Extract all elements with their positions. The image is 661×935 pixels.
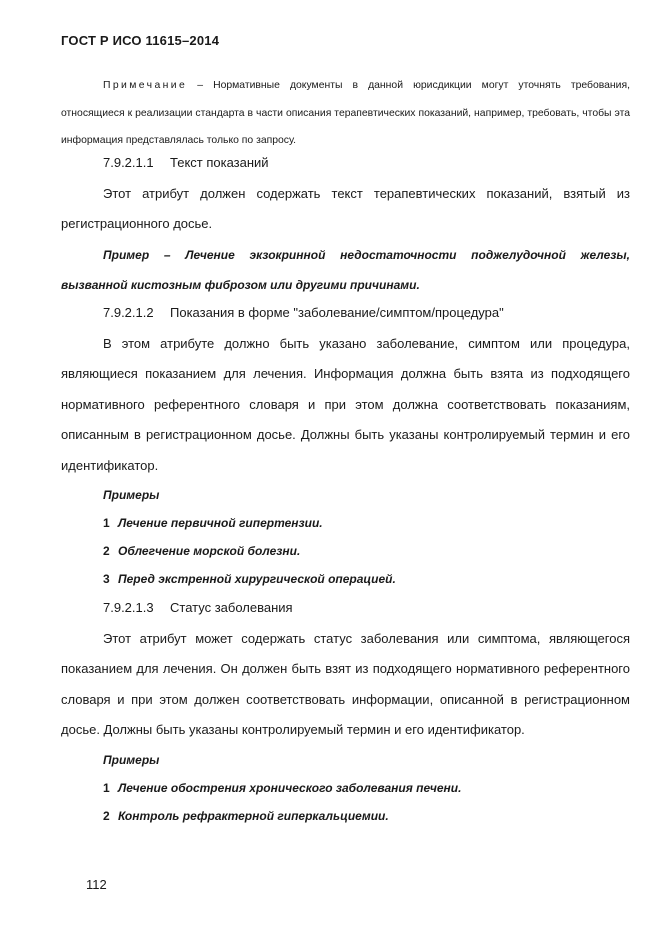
note-text: – Нормативные документы в данной юрисдикции могут уточнять требования, относящиеся к реализации стандарта в части описания терапевтических показаний, например, требовать, чтобы эта информация представлялась только по запросу. (61, 80, 630, 146)
section-number: 7.9.2.1.3 (103, 600, 154, 615)
list-item: 3 Перед экстренной хирургической операцией. (103, 572, 396, 586)
list-item: 1 Лечение первичной гипертензии. (103, 516, 323, 530)
section-title: Показания в форме "заболевание/симптом/процедура" (170, 305, 504, 320)
section-body: Этот атрибут может содержать статус заболевания или симптома, являющегося показанием для лечения. Он должен быть взят из подходящего нормативного референтного словаря и при этом должен соответствовать информации, описанной в регистрационном досье. Должны быть указаны контролируемый термин и его идентификатор. (61, 630, 630, 737)
section-7-9-2-1-2 (61, 298, 630, 593)
section-title: Статус заболевания (170, 600, 293, 615)
section-number: 7.9.2.1.1 (103, 155, 154, 170)
note-paragraph (61, 72, 630, 155)
section-heading (61, 298, 630, 329)
examples-label: Примеры (103, 488, 160, 502)
list-item: 2 Облегчение морской болезни. (103, 544, 301, 558)
section-title: Текст показаний (170, 155, 269, 170)
note-label: Примечание (103, 80, 188, 91)
list-item: 1 Лечение обострения хронического заболевания печени. (103, 780, 462, 795)
section-heading (61, 593, 630, 624)
document-header: ГОСТ Р ИСО 11615–2014 (61, 33, 220, 48)
section-body: Этот атрибут должен содержать текст терапевтических показаний, взятый из регистрационного досье. (61, 185, 630, 231)
example-paragraph: Пример – Лечение экзокринной недостаточности поджелудочной железы, вызванной кистозным фиброзом или другими причинами. (61, 247, 630, 292)
section-body: В этом атрибуте должно быть указано заболевание, симптом или процедура, являющиеся показанием для лечения. Информация должна быть взята из подходящего нормативного референтного словаря и при этом должна соответствовать показаниям, описанным в регистрационном досье. Должны быть указаны контролируемый термин и его идентификатор. (61, 335, 630, 473)
section-heading (61, 148, 630, 179)
list-item: 2 Контроль рефрактерной гиперкальциемии. (103, 808, 389, 823)
page-number: 112 (86, 877, 107, 892)
section-number: 7.9.2.1.2 (103, 305, 154, 320)
section-7-9-2-1-1 (61, 148, 630, 301)
section-7-9-2-1-3 (61, 593, 630, 830)
examples-label: Примеры (103, 752, 160, 767)
